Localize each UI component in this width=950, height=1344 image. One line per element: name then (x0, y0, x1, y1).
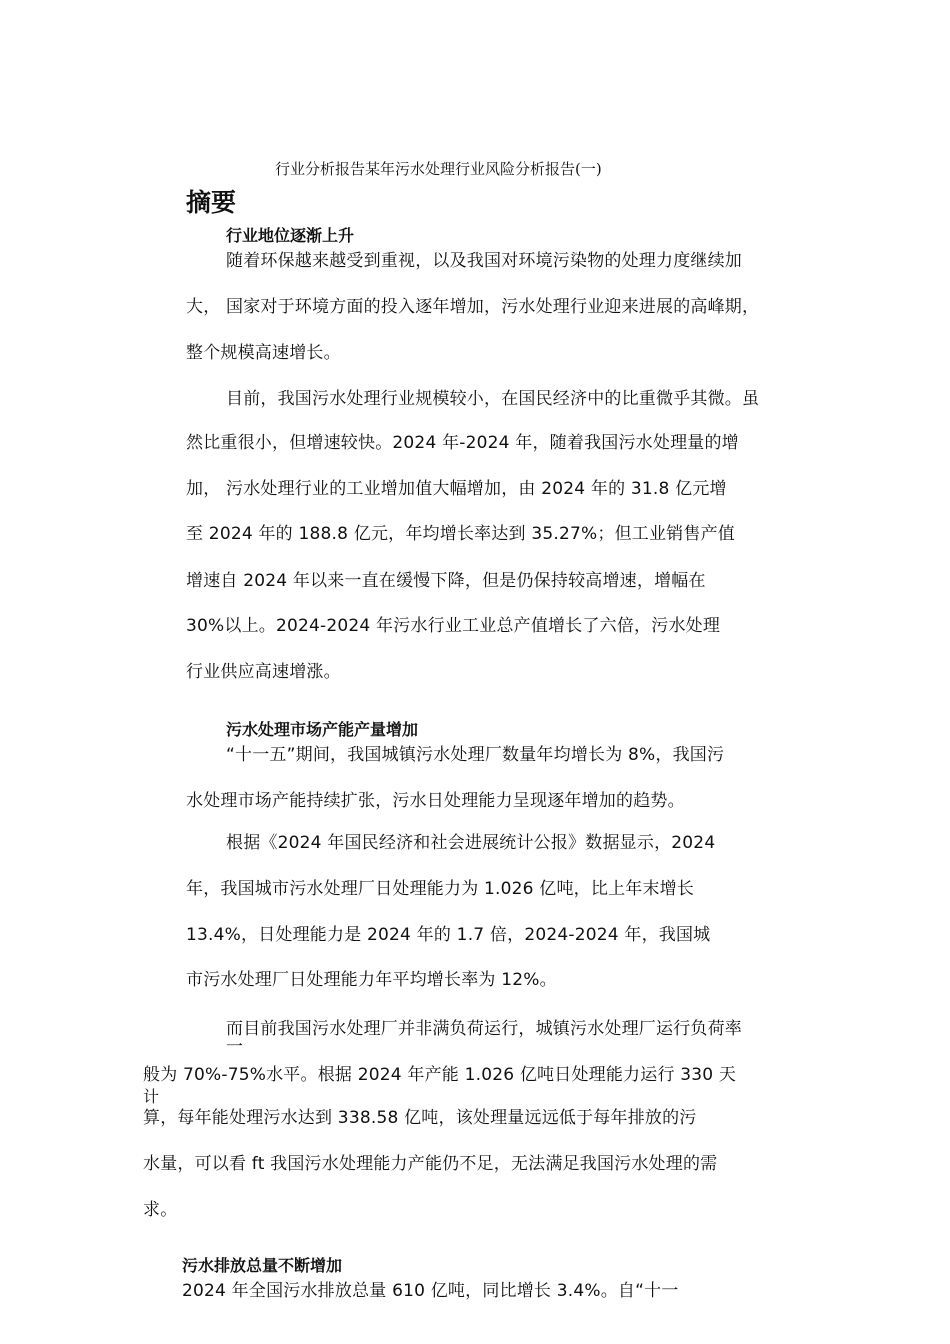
paragraph-line: 一 (226, 1037, 244, 1057)
paragraph-line: 年，我国城市污水处理厂日处理能力为 1.026 亿吨，比上年末增长 (186, 879, 695, 899)
paragraph-line: 30%以上。2024-2024 年污水行业工业总产值增长了六倍，污水处理 (186, 616, 721, 636)
paragraph-line: 市污水处理厂日处理能力年平均增长率为 12%。 (186, 970, 557, 990)
paragraph-line: 水处理市场产能持续扩张，污水日处理能力呈现逐年增加的趋势。 (186, 791, 685, 811)
paragraph-line: 般为 70%-75%水平。根据 2024 年产能 1.026 亿吨日处理能力运行 330 天 (143, 1065, 737, 1085)
paragraph-line: 目前，我国污水处理行业规模较小，在国民经济中的比重微乎其微。虽 (226, 389, 760, 409)
section-heading: 污水排放总量不断增加 (182, 1256, 343, 1275)
paragraph-line: 随着环保越来越受到重视，以及我国对环境污染物的处理力度继续加 (226, 251, 742, 271)
paragraph-line: 根据《2024 年国民经济和社会进展统计公报》数据显示，2024 (226, 833, 716, 853)
paragraph-line: 2024 年全国污水排放总量 610 亿吨，同比增长 3.4%。自“十一 (182, 1281, 679, 1301)
abstract-heading: 摘要 (186, 188, 237, 217)
section-heading: 污水处理市场产能产量增加 (226, 720, 419, 739)
paragraph-line: “十一五”期间，我国城镇污水处理厂数量年均增长为 8%，我国污 (226, 745, 725, 765)
paragraph-line: 计 (143, 1087, 160, 1106)
paragraph-line: 而目前我国污水处理厂并非满负荷运行，城镇污水处理厂运行负荷率 (226, 1019, 742, 1039)
paragraph-line: 大， 国家对于环境方面的投入逐年增加，污水处理行业迎来进展的高峰期， (186, 297, 760, 317)
section-heading: 行业地位逐渐上升 (226, 226, 355, 245)
paragraph-line: 行业供应高速增涨。 (186, 662, 341, 682)
paragraph-line: 然比重很小，但增速较快。2024 年-2024 年，随着我国污水处理量的增 (186, 433, 739, 453)
paragraph-line: 整个规模高速增长。 (186, 343, 341, 363)
document-title: 行业分析报告某年污水处理行业风险分析报告(一) (275, 160, 602, 178)
paragraph-line: 算，每年能处理污水达到 338.58 亿吨，该处理量远远低于每年排放的污 (143, 1108, 697, 1128)
paragraph-line: 加， 污水处理行业的工业增加值大幅增加，由 2024 年的 31.8 亿元增 (186, 479, 727, 499)
paragraph-line: 增速自 2024 年以来一直在缓慢下降，但是仍保持较高增速，增幅在 (186, 571, 706, 591)
paragraph-line: 求。 (143, 1200, 178, 1220)
paragraph-line: 至 2024 年的 188.8 亿元，年均增长率达到 35.27%；但工业销售产值 (186, 524, 735, 544)
paragraph-line: 水量，可以看 ft 我国污水处理能力产能仍不足，无法满足我国污水处理的需 (143, 1154, 718, 1174)
paragraph-line: 13.4%，日处理能力是 2024 年的 1.7 倍，2024-2024 年，我国城 (186, 925, 711, 945)
